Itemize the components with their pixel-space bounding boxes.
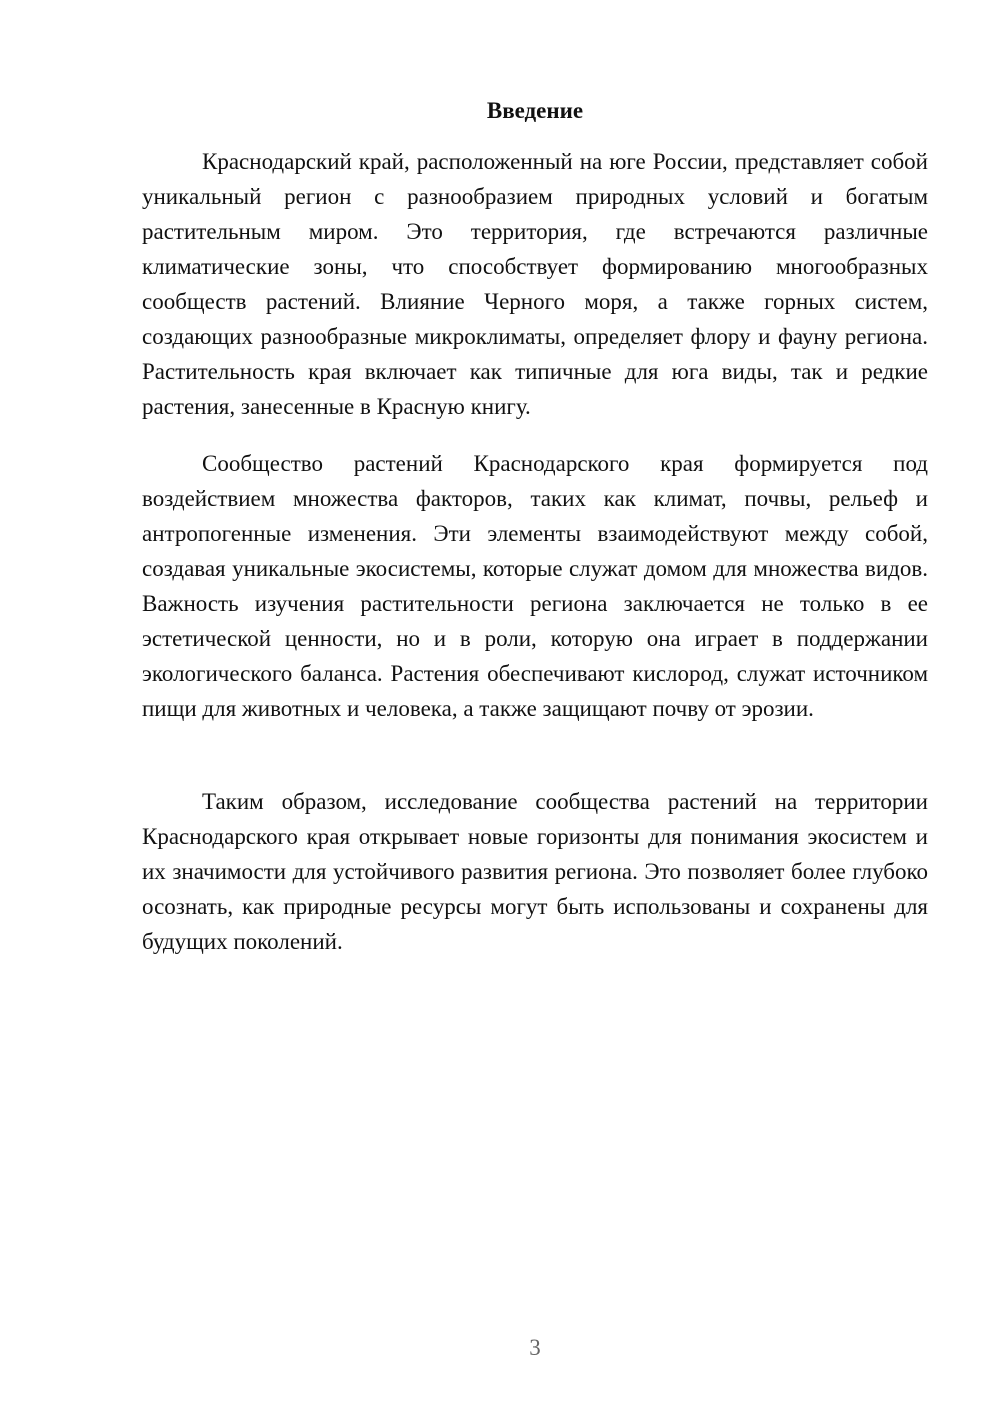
paragraph-intro: Краснодарский край, расположенный на юге России, представляет собой уникальный регион с разнообразием природных условий и богатым растительным миром. Это территория, где встречаются различные климатические зоны, что способствует формированию многообразных сообществ растений. Влияние Черного моря, а также горных систем, создающих разнообразные микроклиматы, определяет флору и фауну региона. Растительность края включает как типичные для юга виды, так и редкие растения, занесенные в Красную книгу. [142,149,928,419]
paragraph-conclusion: Таким образом, исследование сообщества растений на территории Краснодарского края открывает новые горизонты для понимания экосистем и их значимости для устойчивого развития региона. Это позволяет более глубоко осознать, как природные ресурсы могут быть использованы и сохранены для будущих поколений. [142,789,928,954]
page-number: 3 [529,1335,541,1360]
paragraph-factors: Сообщество растений Краснодарского края формируется под воздействием множества факторов, таких как климат, почвы, рельеф и антропогенные изменения. Эти элементы взаимодействуют между собой, создавая уникальные экосистемы, которые служат домом для множества видов. Важность изучения растительности региона заключается не только в ее эстетической ценности, но и в роли, которую она играет в поддержании экологического баланса. Растения обеспечивают кислород, служат источником пищи для животных и человека, а также защищают почву от эрозии. [142,451,928,721]
document-title: Введение [486,98,584,123]
